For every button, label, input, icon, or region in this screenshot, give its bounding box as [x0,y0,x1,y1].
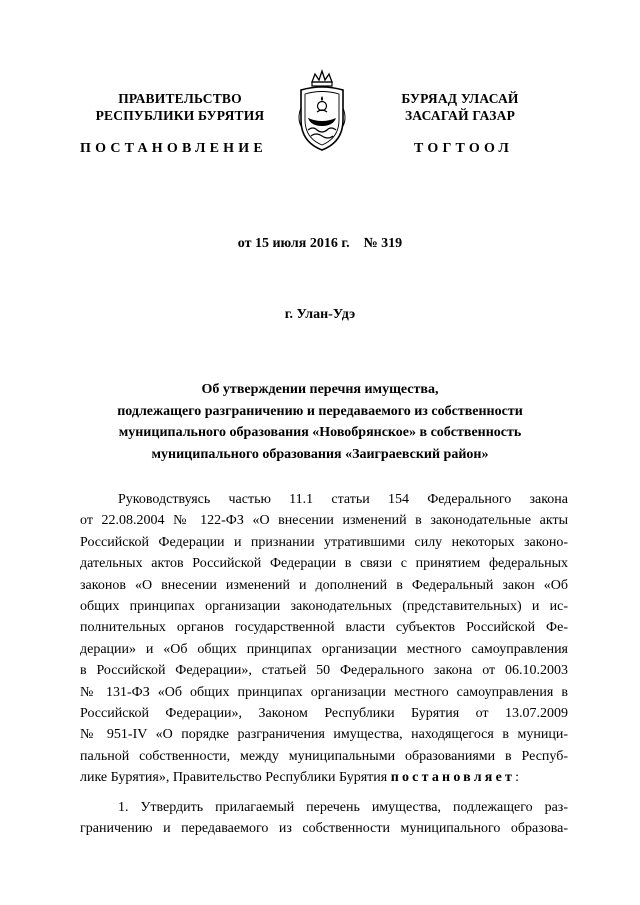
header-left-line-1: ПРАВИТЕЛЬСТВО [118,91,242,106]
paragraph-line: Российской Федерации», Законом Республики Бурятия от 13.07.2009 [80,705,568,721]
paragraph-last-line [80,767,568,788]
paragraph-line: Руководствуясь частью 11.1 статьи 154 Федерального закона [118,492,568,507]
paragraph-line: законов «О внесении изменений и дополнений в Федеральный закон «Об [80,577,568,593]
document-type-buryat: ТОГТООЛ [414,141,514,156]
title-line: подлежащего разграничению и передаваемого из собственности [117,403,523,419]
paragraph-line: граничению и передаваемого из собственности муниципального образова- [80,821,568,837]
document-title [80,379,560,465]
paragraph-line: № 951-IV «О порядке разграничения имущества, находящегося в муници- [80,727,568,743]
header-right-line-1: БУРЯАД УЛАСАЙ [401,91,519,106]
header-right-line-2: ЗАСАГАЙ ГАЗАР [404,108,516,123]
title-line: муниципального образования «Заиграевский район» [151,446,489,462]
title-line: муниципального образования «Новобрянское» в собственность [118,425,522,440]
paragraph-line: общих принципах организации законодательных (представительных) и ис- [80,598,568,614]
header-left-authority [80,90,280,124]
paragraph-line: Российской Федерации и признании утратившими силу некоторых законо- [80,534,568,550]
header-left-line-2: РЕСПУБЛИКИ БУРЯТИЯ [95,108,265,123]
paragraph-line: полнительных органов государственной власти субъектов Российской Фе- [80,620,568,636]
paragraph-line: дерации» и «Об общих принципах организации местного самоуправления [80,641,568,657]
resolution-keyword: постановляет [390,770,516,786]
header-right-authority [372,90,548,124]
paragraph-item-1 [80,797,568,840]
city: г. Улан-Удэ [284,307,356,322]
coat-of-arms-icon [295,68,349,154]
paragraph-line: дательных актов Российской Федерации в связи с принятием федеральных [80,556,568,572]
paragraph-line: в Российской Федерации», статьей 50 Федерального закона от 06.10.2003 [80,663,568,679]
paragraph-line: 1. Утвердить прилагаемый перечень имущества, подлежащего раз- [118,800,568,815]
title-line: Об утверждении перечня имущества, [201,382,439,397]
last-line-text: лике Бурятия», Правительство Республики Бурятия [80,770,391,786]
paragraph-line: № 131-ФЗ «Об общих принципах организации местного самоуправления в [80,684,568,700]
last-line-suffix: : [515,770,519,786]
document-type-russian: ПОСТАНОВЛЕНИЕ [80,141,267,156]
paragraph-line: от 22.08.2004 № 122-ФЗ «О внесении изменений в законодательные акты [80,513,568,529]
date-and-number: от 15 июля 2016 г. № 319 [237,236,403,251]
paragraph-line: пальной собственности, между муниципальными образованиями в Респуб- [80,748,568,764]
paragraph-preamble [80,489,568,788]
